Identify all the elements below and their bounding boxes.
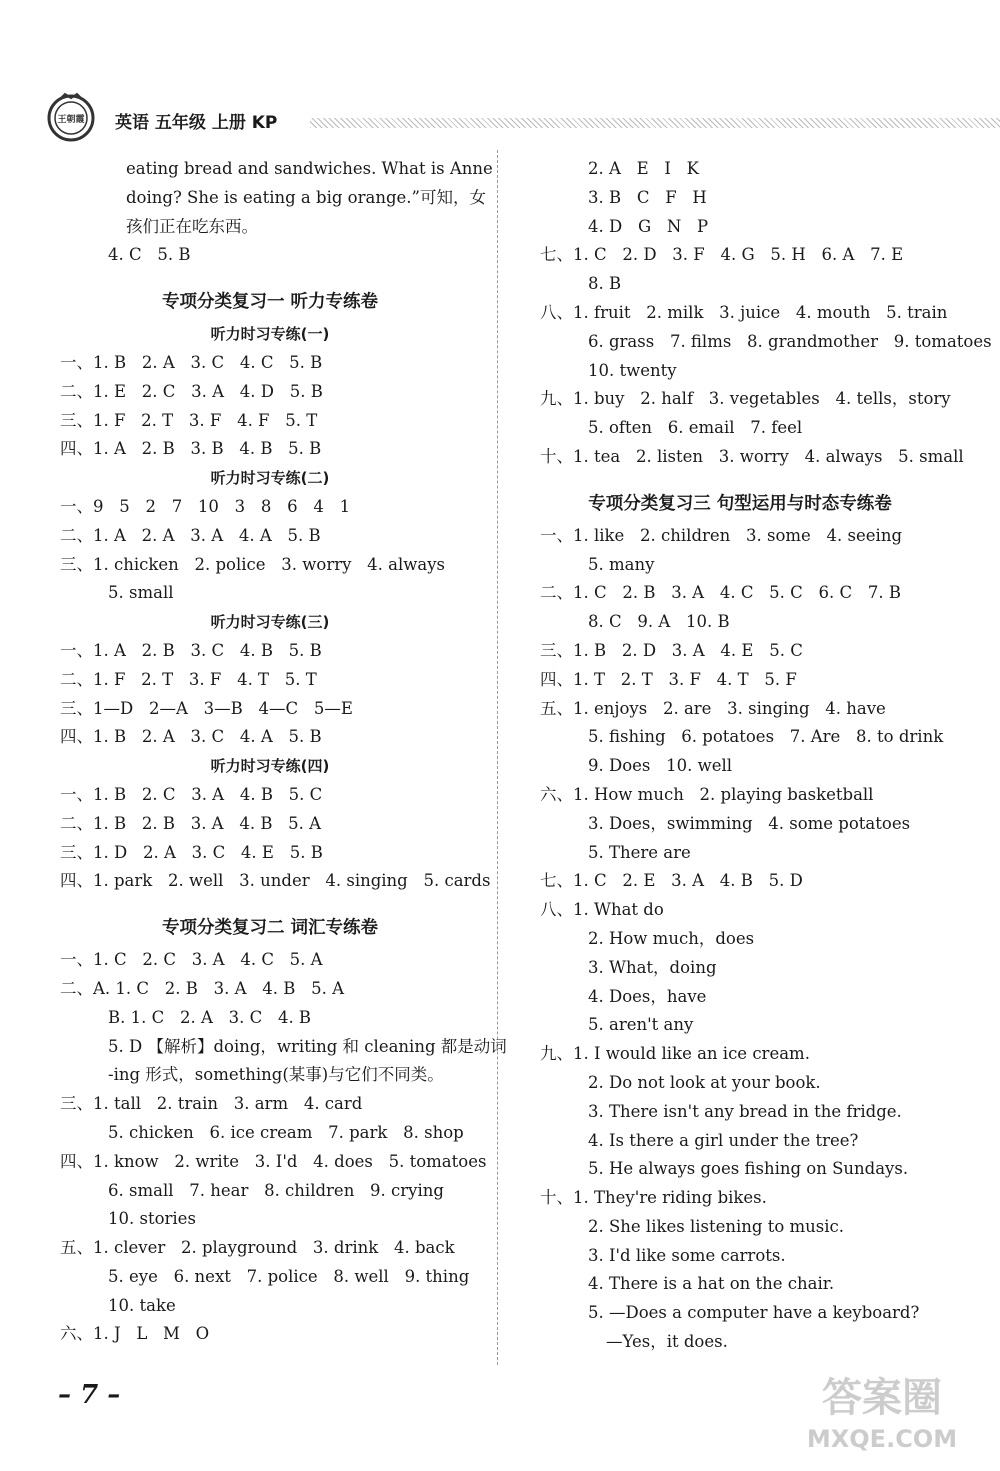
answer-line: 三、1. D 2. A 3. C 4. E 5. B [60,842,323,862]
answer-line: 一、1. like 2. children 3. some 4. seeing [540,525,903,545]
answer-line: 2. A E I K [588,159,699,178]
answer-line: 5. —Does a computer have a keyboard? [588,1303,920,1323]
page-number: – 7 – [58,1380,121,1410]
answer-line: 八、1. fruit 2. milk 3. juice 4. mouth 5. train [540,302,948,322]
answer-line: 5. many [588,554,655,574]
publisher-logo-icon [45,92,97,142]
answer-line: 三、1. tall 2. train 3. arm 4. card [60,1094,363,1114]
answer-line: 4. C 5. B [108,245,191,265]
answer-line: 四、1. park 2. well 3. under 4. singing 5. cards [60,871,491,891]
answer-line: 一、1. B 2. C 3. A 4. B 5. C [60,784,323,804]
answer-line: 4. Is there a girl under the tree? [588,1130,859,1150]
answer-line: 8. C 9. A 10. B [588,612,730,632]
answer-line: 九、1. buy 2. half 3. vegetables 4. tells，story [540,389,951,409]
answer-line: 九、1. I would like an ice cream. [540,1044,810,1064]
answer-line: 3. B C F H [588,187,707,207]
header-stripe [310,118,1000,128]
answer-line: 一、9 5 2 7 10 3 8 6 4 1 [60,496,351,516]
watermark-url: MXQE.COM [806,1425,958,1453]
subsection-title: 听力时习专练(二) [210,469,330,488]
answer-line: 3. What，doing [588,957,717,977]
column-divider [497,150,498,1365]
answer-line: 9. Does 10. well [588,756,733,776]
answer-line: —Yes，it does. [606,1332,728,1352]
answer-line: 5. aren't any [588,1015,694,1035]
answer-line: 4. There is a hat on the chair. [588,1274,835,1294]
section-title: 专项分类复习三 句型运用与时态专练卷 [588,493,892,514]
answer-line: 2. How much，does [588,928,755,948]
answer-line: 5. chicken 6. ice cream 7. park 8. shop [108,1122,464,1142]
answer-line: 5. D 【解析】doing，writing 和 cleaning 都是动词 [108,1036,507,1056]
answer-line: 一、1. A 2. B 3. C 4. B 5. B [60,640,322,660]
answer-line: 二、1. F 2. T 3. F 4. T 5. T [60,669,317,689]
answer-line: 10. take [108,1295,176,1315]
answer-line: 三、1—D 2—A 3—B 4—C 5—E [60,698,353,718]
answer-line: 五、1. clever 2. playground 3. drink 4. back [60,1238,455,1258]
answer-line: doing? She is eating a big orange.”可知，女 [126,187,486,207]
answer-line: 10. twenty [588,360,677,380]
logo-text: 王朝霞 [57,115,85,125]
answer-line: 五、1. enjoys 2. are 3. singing 4. have [540,698,886,718]
answer-line: 七、1. C 2. D 3. F 4. G 5. H 6. A 7. E [540,245,904,265]
answer-line: 4. Does，have [588,986,707,1006]
subsection-title: 听力时习专练(四) [210,757,330,776]
left-column [60,155,507,1349]
page-header [45,92,515,142]
answer-line: 二、1. E 2. C 3. A 4. D 5. B [60,381,323,401]
header-title: 英语 五年级 上册 KP [115,113,278,133]
answer-line: 3. I'd like some carrots. [588,1245,786,1265]
section-title: 专项分类复习二 词汇专练卷 [161,918,379,939]
answer-line: 5. There are [588,842,691,862]
answer-line: 二、1. B 2. B 3. A 4. B 5. A [60,813,322,833]
answer-line: 10. stories [108,1209,196,1229]
section-title: 专项分类复习一 听力专练卷 [161,292,379,313]
answer-line: eating bread and sandwiches. What is Anne [126,159,493,178]
answer-line: 8. B [588,274,622,294]
answer-line: 三、1. chicken 2. police 3. worry 4. always [60,554,446,574]
answer-line: 七、1. C 2. E 3. A 4. B 5. D [540,871,803,891]
answer-line: 二、1. C 2. B 3. A 4. C 5. C 6. C 7. B [540,583,901,603]
page-number-value: 7 [80,1380,99,1410]
answer-line: 六、1. How much 2. playing basketball [540,784,874,804]
answer-line: 十、1. They're riding bikes. [540,1188,767,1208]
answer-line: B. 1. C 2. A 3. C 4. B [108,1007,312,1027]
watermark-text: 答案圈 [822,1375,942,1421]
answer-line: 5. eye 6. next 7. police 8. well 9. thing [108,1266,470,1286]
answer-line: 4. D G N P [588,216,709,236]
answer-line: 2. Do not look at your book. [588,1072,821,1092]
answer-line: 一、1. B 2. A 3. C 4. C 5. B [60,352,323,372]
answer-line: 四、1. T 2. T 3. F 4. T 5. F [540,669,797,689]
answer-line: 三、1. B 2. D 3. A 4. E 5. C [540,640,803,660]
subsection-title: 听力时习专练(一) [210,325,330,344]
answer-line: 3. There isn't any bread in the fridge. [588,1101,902,1121]
answer-line: 一、1. C 2. C 3. A 4. C 5. A [60,950,323,970]
answer-line: 四、1. B 2. A 3. C 4. A 5. B [60,727,322,747]
answer-line: 三、1. F 2. T 3. F 4. F 5. T [60,410,318,430]
answer-line: 5. small [108,583,174,603]
answer-line: 5. fishing 6. potatoes 7. Are 8. to drink [588,727,944,747]
right-column [540,155,992,1357]
watermark [782,1373,982,1463]
answer-line: 2. She likes listening to music. [588,1216,845,1236]
answer-line: -ing 形式，something(某事)与它们不同类。 [108,1065,444,1085]
answer-line: 6. grass 7. films 8. grandmother 9. tomatoes [588,331,992,351]
answer-line: 八、1. What do [540,900,664,920]
answer-line: 孩们正在吃东西。 [126,216,258,236]
answer-line: 十、1. tea 2. listen 3. worry 4. always 5. small [540,446,964,466]
answer-line: 6. small 7. hear 8. children 9. crying [108,1180,444,1200]
answer-line: 5. He always goes fishing on Sundays. [588,1159,909,1179]
answer-line: 二、1. A 2. A 3. A 4. A 5. B [60,525,321,545]
answer-line: 3. Does，swimming 4. some potatoes [588,813,911,833]
answer-line: 二、A. 1. C 2. B 3. A 4. B 5. A [60,978,344,998]
answer-line: 四、1. know 2. write 3. I'd 4. does 5. tomatoes [60,1151,487,1171]
answer-line: 六、1. J L M O [60,1324,210,1344]
answer-line: 四、1. A 2. B 3. B 4. B 5. B [60,439,322,459]
subsection-title: 听力时习专练(三) [210,613,330,632]
answer-line: 5. often 6. email 7. feel [588,418,803,438]
